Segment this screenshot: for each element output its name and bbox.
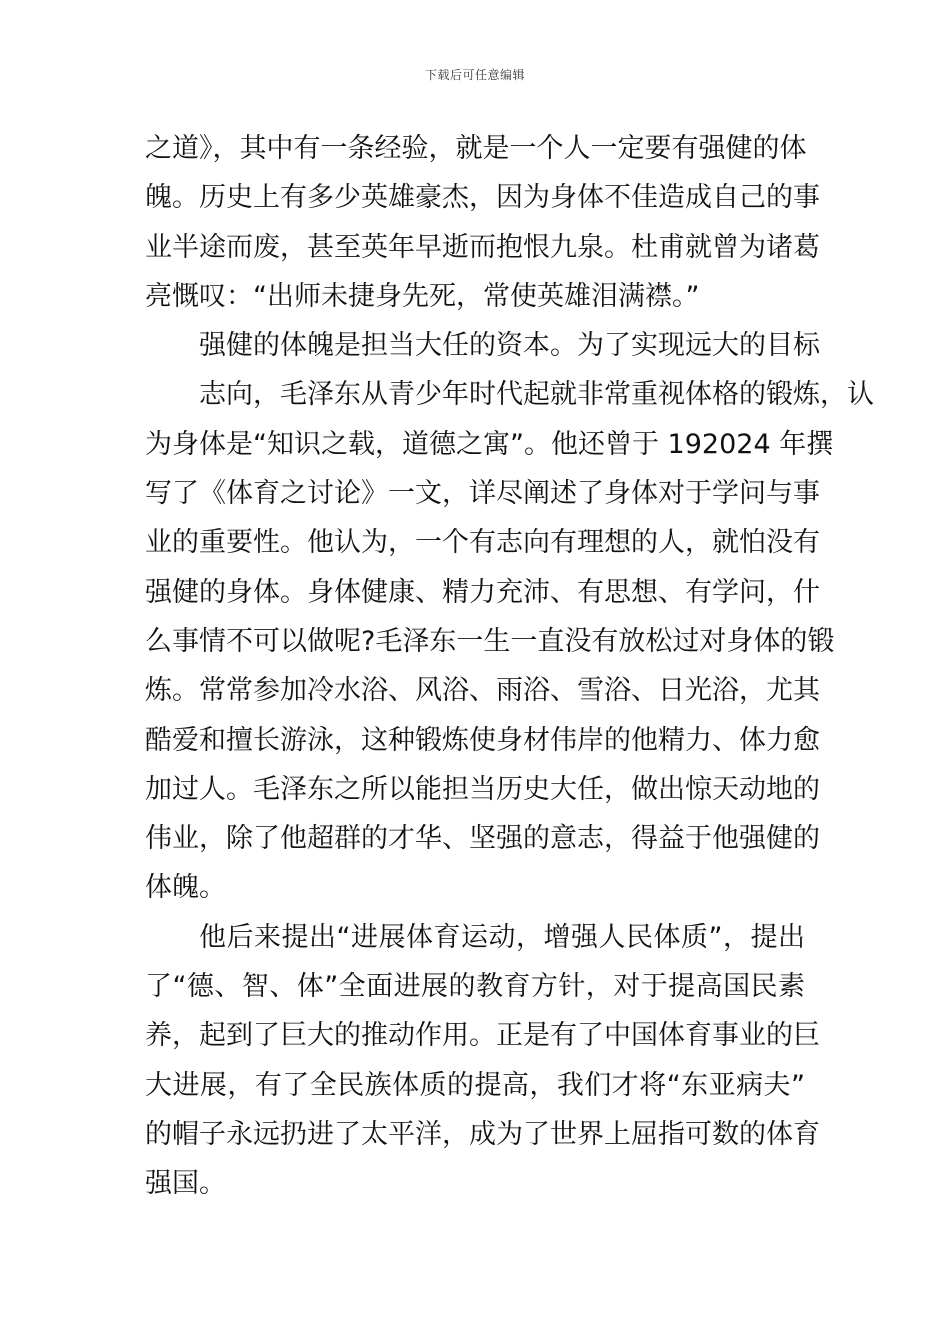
text-line: 加过人。毛泽东之所以能担当历史大任，做出惊天动地的 — [145, 773, 820, 805]
text-line: 之道》，其中有一条经验，就是一个人一定要有强健的体 — [145, 133, 807, 164]
paragraph-2 — [145, 321, 874, 913]
text-line: 伟业，除了他超群的才华、坚强的意志，得益于他强健的 — [145, 823, 820, 855]
text-line: 业半途而废，甚至英年早逝而抱恨九泉。杜甫就曾为诸葛 — [145, 231, 820, 263]
text-line: 为身体是“知识之载，道德之寓”。他还曾于 192024 年撰 — [145, 428, 834, 460]
text-line: 志向，毛泽东从青少年时代起就非常重视体格的锻炼，认 — [199, 379, 874, 411]
text-line: 么事情不可以做呢?毛泽东一生一直没有放松过对身体的锻 — [145, 625, 835, 657]
page-header-note: 下载后可任意编辑 — [424, 68, 525, 82]
text-line: 养，起到了巨大的推动作用。正是有了中国体育事业的巨 — [145, 1020, 820, 1052]
text-line: 魄。历史上有多少英雄豪杰，因为身体不佳造成自己的事 — [145, 182, 820, 214]
text-line: 强健的体魄是担当大任的资本。为了实现远大的目标 — [199, 330, 820, 362]
text-line: 的帽子永远扔进了太平洋，成为了世界上屈指可数的体育 — [145, 1118, 820, 1150]
text-line: 酷爱和擅长游泳，这种锻炼使身材伟岸的他精力、体力愈 — [145, 724, 820, 756]
text-line: 他后来提出“进展体育运动，增强人民体质”，提出 — [199, 921, 805, 953]
paragraph-3 — [145, 913, 820, 1209]
document-body — [145, 124, 874, 1209]
text-line: 业的重要性。他认为，一个有志向有理想的人，就怕没有 — [145, 527, 820, 559]
text-line: 体魄。 — [145, 872, 226, 904]
text-line: 大进展，有了全民族体质的提高，我们才将“东亚病夫” — [145, 1069, 805, 1101]
text-line: 炼。常常参加冷水浴、风浴、雨浴、雪浴、日光浴，尤其 — [145, 675, 820, 707]
text-line: 强健的身体。身体健康、精力充沛、有思想、有学问，什 — [145, 576, 820, 608]
text-line: 亮慨叹：“出师未捷身先死，常使英雄泪满襟。” — [145, 280, 700, 312]
text-line: 了“德、智、体”全面进展的教育方针，对于提高国民素 — [145, 971, 805, 1003]
paragraph-1 — [145, 124, 820, 321]
text-line: 强国。 — [145, 1168, 226, 1200]
text-line: 写了《体育之讨论》一文，详尽阐述了身体对于学问与事 — [145, 478, 820, 510]
